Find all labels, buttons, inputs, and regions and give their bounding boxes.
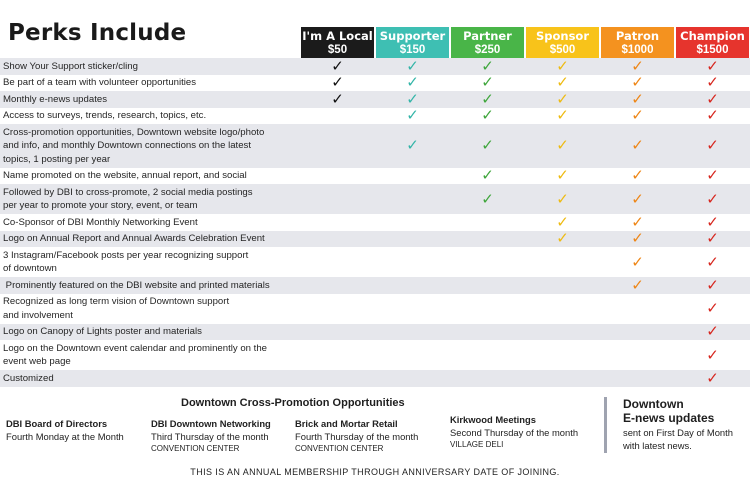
check-icon: ✓ xyxy=(481,189,494,208)
perk-row xyxy=(0,124,750,168)
event-where: VILLAGE DELI xyxy=(450,440,504,449)
perk-label-line: Logo on Annual Report and Annual Awards Celebration Event xyxy=(3,233,265,244)
check-icon: ✓ xyxy=(631,252,644,271)
tier-name: Champion xyxy=(680,29,745,43)
check-icon: ✓ xyxy=(706,56,719,75)
perk-row xyxy=(0,247,750,277)
perk-label-line: Prominently featured on the DBI website and printed materials xyxy=(3,279,270,291)
event-board-of-directors xyxy=(6,418,124,443)
check-icon: ✓ xyxy=(631,229,644,248)
tier-price: $250 xyxy=(474,44,501,56)
check-icon: ✓ xyxy=(481,136,494,155)
tier-name: I'm A Local xyxy=(302,29,373,43)
tier-price: $150 xyxy=(399,44,426,56)
event-name: DBI Board of Directors xyxy=(6,418,108,429)
tier-i-m-a-local xyxy=(301,27,374,58)
event-name: DBI Downtown Networking xyxy=(151,418,271,429)
tier-name: Partner xyxy=(463,29,512,43)
check-icon: ✓ xyxy=(631,89,644,108)
perk-row xyxy=(0,370,750,387)
check-icon: ✓ xyxy=(481,89,494,108)
check-icon: ✓ xyxy=(481,56,494,75)
check-icon: ✓ xyxy=(631,56,644,75)
perk-row xyxy=(0,294,750,324)
perk-row xyxy=(0,231,750,248)
check-icon: ✓ xyxy=(556,229,569,248)
perk-row xyxy=(0,340,750,370)
check-icon: ✓ xyxy=(706,106,719,125)
perk-label xyxy=(3,249,248,276)
perk-label xyxy=(3,76,196,90)
event-when: Second Thursday of the month xyxy=(450,426,579,438)
check-icon: ✓ xyxy=(406,136,419,155)
enews-panel xyxy=(604,397,733,453)
check-icon: ✓ xyxy=(631,189,644,208)
perk-row xyxy=(0,214,750,231)
check-icon: ✓ xyxy=(631,275,644,294)
perk-label-line: and involvement xyxy=(3,309,73,321)
tier-name: Supporter xyxy=(379,29,446,43)
perk-label-line: Monthly e-news updates xyxy=(3,93,107,105)
check-icon: ✓ xyxy=(631,212,644,231)
page-title: Perks Include xyxy=(8,20,187,46)
tier-partner xyxy=(451,27,524,58)
enews-title-1: Downtown xyxy=(623,397,684,411)
check-icon: ✓ xyxy=(706,322,719,341)
enews-desc-2: with latest news. xyxy=(623,439,692,451)
check-icon: ✓ xyxy=(706,275,719,294)
check-icon: ✓ xyxy=(706,345,719,364)
tier-sponsor xyxy=(526,27,599,58)
check-icon: ✓ xyxy=(631,73,644,92)
perk-label-line: Logo on the Downtown event calendar and prominently on the xyxy=(3,342,268,354)
event-downtown-networking xyxy=(151,418,271,456)
event-brick-and-mortar xyxy=(295,418,418,456)
perk-label-line: Logo on Canopy of Lights poster and materials xyxy=(3,326,202,337)
perk-label-line: Followed by DBI to cross-promote, 2 social media postings xyxy=(3,186,253,198)
check-icon: ✓ xyxy=(706,166,719,185)
perk-label xyxy=(3,279,270,293)
check-icon: ✓ xyxy=(556,189,569,208)
check-icon: ✓ xyxy=(706,229,719,248)
check-icon: ✓ xyxy=(331,73,344,92)
perk-label-line: Recognized as long term vision of Downtown support xyxy=(3,296,230,307)
perk-label xyxy=(3,186,253,213)
check-icon: ✓ xyxy=(331,89,344,108)
perk-row xyxy=(0,324,750,341)
perk-label-line: Access to surveys, trends, research, topics, etc. xyxy=(3,110,207,121)
check-icon: ✓ xyxy=(556,89,569,108)
perk-row xyxy=(0,108,750,125)
check-icon: ✓ xyxy=(706,252,719,271)
check-icon: ✓ xyxy=(556,106,569,125)
tier-patron xyxy=(601,27,674,58)
enews-desc-1: sent on First Day of Month xyxy=(623,427,733,438)
perk-label xyxy=(3,325,202,339)
event-when: Third Thursday of the month xyxy=(151,430,269,442)
tier-price: $1500 xyxy=(696,44,729,56)
tier-price: $50 xyxy=(327,44,348,56)
check-icon: ✓ xyxy=(481,73,494,92)
check-icon: ✓ xyxy=(631,166,644,185)
perk-row xyxy=(0,168,750,185)
perk-label xyxy=(3,60,138,74)
perk-label xyxy=(3,216,198,230)
perk-label-line: Show Your Support sticker/cling xyxy=(3,60,138,72)
perk-label-line: Co-Sponsor of DBI Monthly Networking Event xyxy=(3,216,198,228)
check-icon: ✓ xyxy=(706,368,719,387)
perk-label-line: Customized xyxy=(3,372,54,384)
check-icon: ✓ xyxy=(556,73,569,92)
event-kirkwood-meetings xyxy=(450,414,578,452)
check-icon: ✓ xyxy=(406,106,419,125)
tier-price: $500 xyxy=(549,44,576,56)
perk-label xyxy=(3,169,247,183)
tier-price: $1000 xyxy=(621,44,654,56)
check-icon: ✓ xyxy=(631,106,644,125)
perk-label-line: and info, and monthly Downtown connections on the latest xyxy=(3,140,251,151)
perk-label xyxy=(3,295,229,322)
event-when: Fourth Thursday of the month xyxy=(295,430,419,442)
perk-label-line: Cross-promotion opportunities, Downtown website logo/photo xyxy=(3,126,265,138)
tier-header xyxy=(0,27,750,58)
perk-row xyxy=(0,75,750,92)
perk-label-line: event web page xyxy=(3,356,71,367)
check-icon: ✓ xyxy=(706,73,719,92)
perk-label-line: per year to promote your story, event, or team xyxy=(3,200,198,211)
perks-table xyxy=(0,58,750,387)
perk-label-line: Be part of a team with volunteer opportunities xyxy=(3,77,197,88)
perk-label-line: of downtown xyxy=(3,263,57,274)
check-icon: ✓ xyxy=(481,106,494,125)
event-when: Fourth Monday at the Month xyxy=(6,430,124,442)
perk-label xyxy=(3,93,107,107)
perk-row xyxy=(0,277,750,294)
check-icon: ✓ xyxy=(406,73,419,92)
event-where: CONVENTION CENTER xyxy=(151,444,240,453)
check-icon: ✓ xyxy=(556,136,569,155)
perk-label-line: Name promoted on the website, annual report, and social xyxy=(3,170,247,181)
check-icon: ✓ xyxy=(706,89,719,108)
tier-name: Patron xyxy=(615,29,660,43)
check-icon: ✓ xyxy=(556,166,569,185)
footer-note: THIS IS AN ANNUAL MEMBERSHIP THROUGH ANNIVERSARY DATE OF JOINING. xyxy=(190,467,560,477)
event-where: CONVENTION CENTER xyxy=(295,444,384,453)
check-icon: ✓ xyxy=(706,212,719,231)
check-icon: ✓ xyxy=(556,212,569,231)
enews-title-2: E-news updates xyxy=(623,411,715,425)
perk-label xyxy=(3,126,264,167)
perk-row xyxy=(0,91,750,108)
check-icon: ✓ xyxy=(706,189,719,208)
check-icon: ✓ xyxy=(556,56,569,75)
perk-row xyxy=(0,58,750,75)
check-icon: ✓ xyxy=(331,56,344,75)
event-name: Kirkwood Meetings xyxy=(450,414,536,425)
check-icon: ✓ xyxy=(481,166,494,185)
event-name: Brick and Mortar Retail xyxy=(295,418,398,429)
check-icon: ✓ xyxy=(631,136,644,155)
perk-label xyxy=(3,109,206,123)
perk-label-line: 3 Instagram/Facebook posts per year recognizing support xyxy=(3,249,249,261)
tier-champion xyxy=(676,27,749,58)
tier-supporter xyxy=(376,27,449,58)
perk-label xyxy=(3,372,54,386)
perk-label xyxy=(3,342,267,369)
check-icon: ✓ xyxy=(706,299,719,317)
cross-promo-title: Downtown Cross-Promotion Opportunities xyxy=(181,397,405,409)
check-icon: ✓ xyxy=(406,56,419,75)
perk-label-line: topics, 1 posting per year xyxy=(3,153,111,165)
check-icon: ✓ xyxy=(406,89,419,108)
perk-label xyxy=(3,232,265,246)
perk-row xyxy=(0,184,750,214)
tier-name: Sponsor xyxy=(535,29,590,43)
check-icon: ✓ xyxy=(706,136,719,155)
